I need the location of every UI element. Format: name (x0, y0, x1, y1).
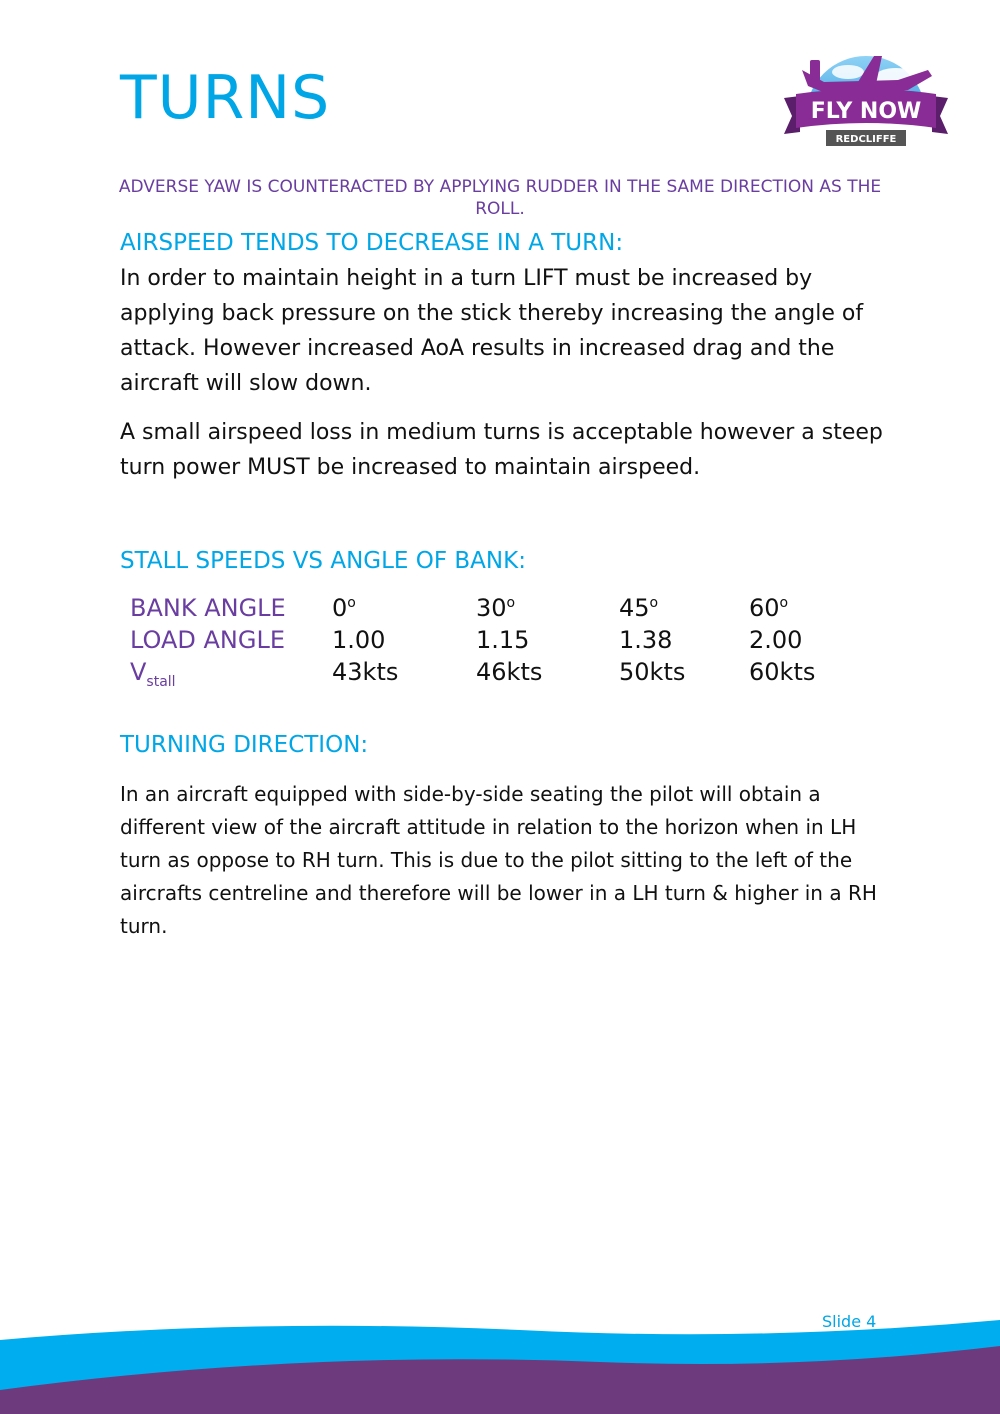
table-cell: 46kts (476, 658, 543, 686)
footer-wave-decoration (0, 1300, 1000, 1414)
table-cell: 1.15 (476, 626, 530, 654)
table-cell: 60kts (749, 658, 816, 686)
turning-paragraph: In an aircraft equipped with side-by-side seating the pilot will obtain a different view of the aircraft attitude in relation to the horizon when in LH turn as oppose to RH turn. This is due to the pilot sitting to the left of the aircrafts centreline and therefore will be lower in a LH turn & higher in a RH turn. (120, 782, 877, 938)
airspeed-paragraph-2: A small airspeed loss in medium turns is acceptable however a steep turn power MUST be increased to maintain airspeed. (120, 420, 883, 480)
table-cell: 1.00 (332, 626, 386, 654)
subtitle-note: ADVERSE YAW IS COUNTERACTED BY APPLYING RUDDER IN THE SAME DIRECTION AS THE ROLL. (118, 177, 882, 219)
row-label: $V_{stall}$ (130, 658, 176, 690)
fly-now-logo (778, 36, 954, 154)
table-cell: 45$^o$ (619, 594, 659, 622)
table-cell: 50kts (619, 658, 686, 686)
table-row-load-angle (130, 626, 890, 658)
table-cell: 30$^o$ (476, 594, 516, 622)
turning-heading: TURNING DIRECTION: (120, 732, 369, 758)
table-cell: 0$^o$ (332, 594, 356, 622)
row-label: BANK ANGLE (130, 594, 286, 622)
table-cell: 60$^o$ (749, 594, 789, 622)
table-row-vstall (130, 658, 890, 690)
row-label: LOAD ANGLE (130, 626, 286, 654)
stall-heading: STALL SPEEDS VS ANGLE OF BANK: (120, 548, 526, 574)
airspeed-heading: AIRSPEED TENDS TO DECREASE IN A TURN: (120, 230, 624, 256)
table-cell: 1.38 (619, 626, 673, 654)
logo-text-main: FLY NOW (810, 99, 922, 124)
logo-text-sub: REDCLIFFE (835, 134, 897, 145)
table-cell: 2.00 (749, 626, 803, 654)
slide-number: Slide 4 (822, 1312, 877, 1331)
stall-speed-table (130, 594, 890, 690)
airspeed-paragraph-1: In order to maintain height in a turn LIFT must be increased by applying back pressure on the stick thereby increasing the angle of attack. However increased AoA results in increased drag and the aircraft will slow down. (120, 266, 864, 396)
page-title: TURNS (120, 63, 331, 133)
table-cell: 43kts (332, 658, 399, 686)
table-row-bank-angle (130, 594, 890, 626)
